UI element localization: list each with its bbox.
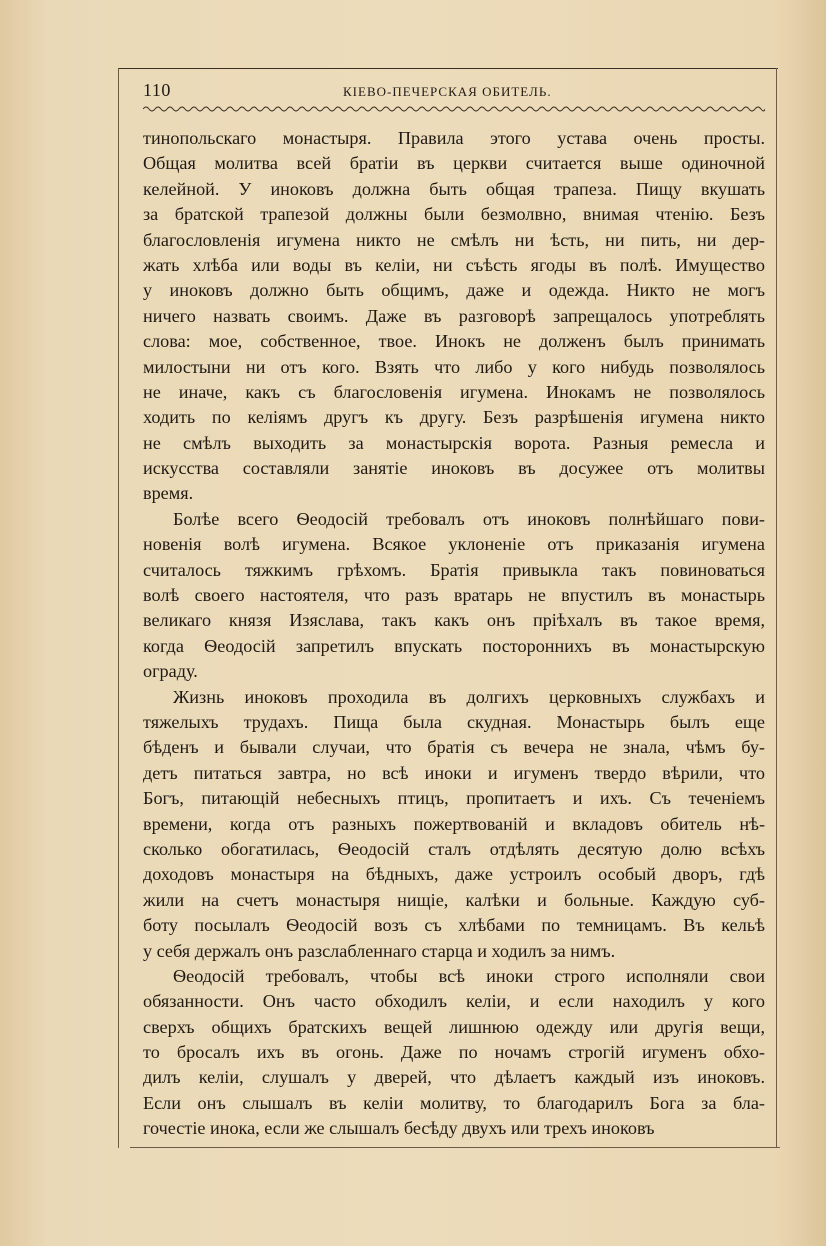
text-line: не иначе, какъ съ благословенія игумена. Инокамъ не позволялось bbox=[143, 381, 765, 402]
text-line: келейной. У иноковъ должна быть общая трапеза. Пищу вкушать bbox=[143, 178, 765, 199]
text-line: ничего назвать своимъ. Даже въ разговорѣ запрещалось употреблять bbox=[143, 305, 765, 326]
text-line: время. bbox=[143, 483, 194, 504]
text-line: Болѣе всего Ѳеодосій требовалъ отъ иноковъ полнѣйшаго пови- bbox=[173, 508, 765, 529]
text-line: тинопольскаго монастыря. Правила этого устава очень просты. bbox=[143, 128, 765, 148]
text-line: милостыни ни отъ кого. Взять что либо у кого нибудь позволялось bbox=[143, 356, 765, 377]
text-line: Жизнь иноковъ проходила въ долгихъ церковныхъ службахъ и bbox=[173, 686, 765, 707]
text-line: гочестіе инока, если же слышалъ бесѣду двухъ или трехъ иноковъ bbox=[143, 1118, 655, 1139]
frame-bottom-rule bbox=[130, 1147, 780, 1148]
text-line: у себя держалъ онъ разслабленнаго старца и ходилъ за нимъ. bbox=[143, 940, 616, 961]
text-line: слова: мое, собственное, твое. Инокъ не долженъ былъ принимать bbox=[143, 331, 765, 352]
text-line: у иноковъ должно быть общимъ, даже и одежда. Никто не могъ bbox=[143, 280, 765, 301]
text-line: боту посылалъ Ѳеодосій возъ съ хлѣбами по темницамъ. Въ кельѣ bbox=[143, 915, 765, 936]
text-line: Если онъ слышалъ въ келіи молитву, то благодарилъ Бога за бла- bbox=[143, 1092, 765, 1113]
text-line: когда Ѳеодосій запретилъ впускать постороннихъ въ монастырскую bbox=[143, 635, 765, 656]
page-number: 110 bbox=[143, 80, 171, 100]
text-line: Общая молитва всей братіи въ церкви считается выше одиночной bbox=[143, 153, 765, 174]
running-head: КІЕВО-ПЕЧЕРСКАЯ ОБИТЕЛЬ. bbox=[343, 84, 552, 99]
text-line: новенія волѣ игумена. Всякое уклоненіе отъ приказанія игумена bbox=[143, 534, 765, 555]
text-line: искусства составляли занятіе иноковъ въ досужее отъ молитвы bbox=[143, 458, 765, 479]
text-line: Богъ, питающій небесныхъ птицъ, пропитаетъ и ихъ. Съ теченіемъ bbox=[143, 788, 765, 809]
text-line: сверхъ общихъ братскихъ вещей лишнюю одежду или другія вещи, bbox=[143, 1016, 765, 1037]
text-line: бѣденъ и бывали случаи, что братія съ вечера не знала, чѣмъ бу- bbox=[143, 737, 765, 758]
text-line: Ѳеодосій требовалъ, чтобы всѣ иноки строго исполняли свои bbox=[173, 965, 765, 986]
text-line: благословленія игумена никто не смѣлъ ни ѣсть, ни пить, ни дер- bbox=[143, 229, 765, 250]
text-line: за братской трапезой должны были безмолвно, внимая чтенію. Безъ bbox=[143, 204, 765, 225]
text-line: доходовъ монастыря на бѣдныхъ, даже устроилъ особый дворъ, гдѣ bbox=[143, 864, 765, 885]
text-line: ограду. bbox=[143, 661, 198, 682]
text-line: сколько обогатилась, Ѳеодосій сталъ отдѣлять десятую долю всѣхъ bbox=[143, 838, 765, 859]
text-line: считалось тяжкимъ грѣхомъ. Братія привыкла такъ повиноваться bbox=[143, 559, 765, 580]
text-line: дилъ келіи, слушалъ у дверей, что дѣлаетъ каждый изъ иноковъ. bbox=[143, 1067, 765, 1088]
body-text bbox=[143, 126, 765, 1142]
text-line: времени, когда отъ разныхъ пожертвованій и вкладовъ обитель нѣ- bbox=[143, 813, 765, 834]
text-line: ходить по келіямъ другъ къ другу. Безъ разрѣшенія игумена никто bbox=[143, 407, 765, 428]
text-line: великаго князя Изяслава, такъ какъ онъ пріѣхалъ въ такое время, bbox=[143, 610, 765, 631]
frame-top-rule bbox=[118, 68, 778, 69]
text-line: тяжелыхъ трудахъ. Пища была скудная. Монастырь былъ еще bbox=[143, 711, 765, 732]
text-line: не смѣлъ выходить за монастырскія ворота. Разныя ремесла и bbox=[143, 432, 765, 453]
text-line: детъ питаться завтра, но всѣ иноки и игуменъ твердо вѣрили, что bbox=[143, 762, 765, 783]
text-line: волѣ своего настоятеля, что разъ вратарь не впустилъ въ монастырь bbox=[143, 585, 765, 606]
wavy-ornament-rule bbox=[143, 103, 765, 115]
text-line: жать хлѣба или воды въ келіи, ни съѣсть ягоды въ полѣ. Имущество bbox=[143, 254, 765, 275]
frame-left-rule bbox=[118, 68, 119, 1148]
text-line: обязанности. Онъ часто обходилъ келіи, и если находилъ у кого bbox=[143, 991, 765, 1012]
frame-right-rule bbox=[776, 68, 777, 1148]
text-line: жили на счетъ монастыря нищіе, калѣки и больные. Каждую суб- bbox=[143, 889, 765, 910]
text-line: то бросалъ ихъ въ огонь. Даже по ночамъ строгій игуменъ обхо- bbox=[143, 1042, 765, 1063]
